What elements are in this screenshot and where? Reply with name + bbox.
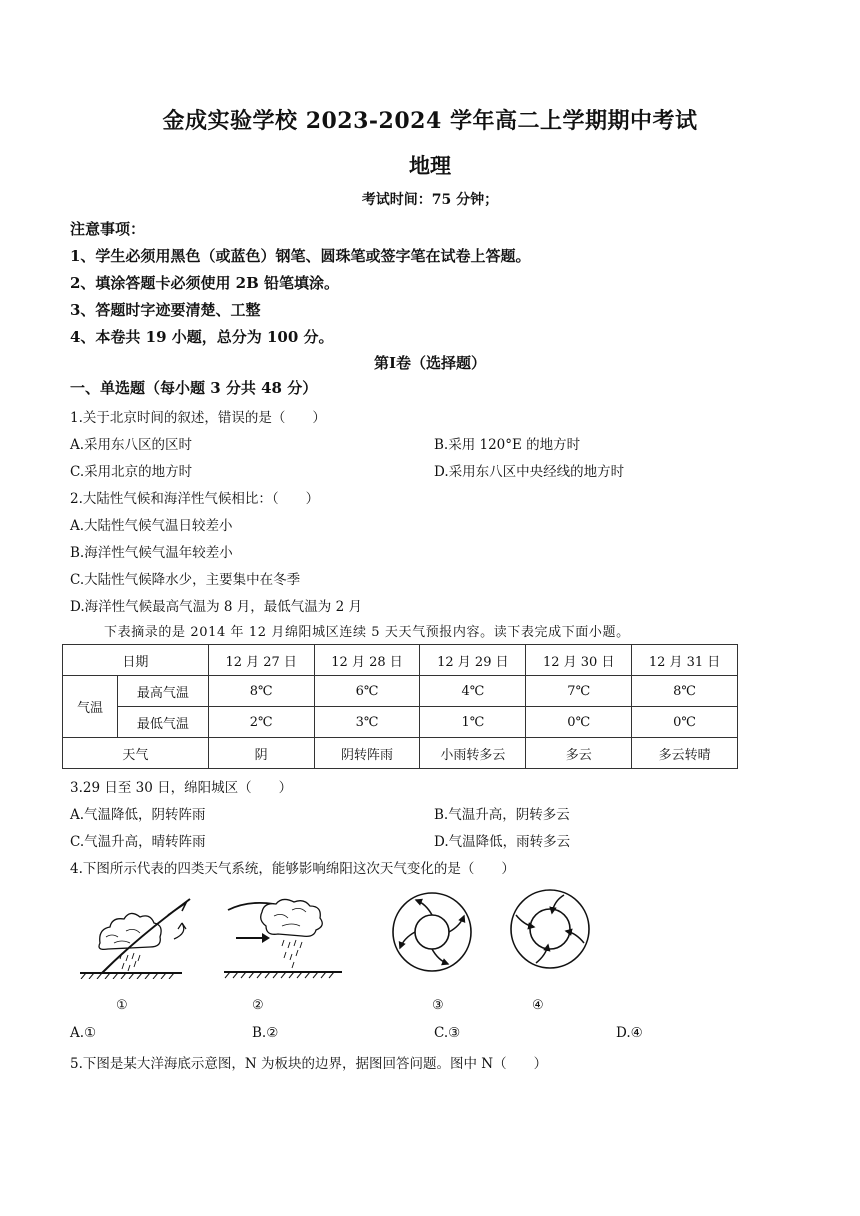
max-temp-cell: 7℃ [526,676,632,707]
question-2-option-a: A.大陆性气候气温日较差小 [70,518,233,534]
date-header-cell: 日期 [63,645,209,676]
section-title: 一、单选题（每小题 3 分共 48 分） [70,379,318,397]
min-temp-cell: 0℃ [632,707,738,738]
exam-title: 金成实验学校 2023-2024 学年高二上学期期中考试 [162,108,698,134]
max-temp-cell: 8℃ [632,676,738,707]
question-1-option-d: D.采用东八区中央经线的地方时 [434,464,625,480]
subject-title: 地理 [409,153,451,178]
table-row [63,676,738,707]
min-temp-cell: 0℃ [526,707,632,738]
figure-label-1: ① [116,998,128,1013]
question-3-option-c: C.气温升高，晴转阵雨 [70,834,206,850]
date-cell: 12 月 27 日 [208,645,314,676]
note-item: 3、答题时字迹要清楚、工整 [70,301,261,319]
question-3-option-b: B.气温升高，阴转多云 [434,807,570,823]
question-4-stem: 4.下图所示代表的四类天气系统，能够影响绵阳这次天气变化的是（ ） [70,861,515,877]
min-temp-cell: 3℃ [314,707,420,738]
table-row [63,707,738,738]
max-temp-cell: 4℃ [420,676,526,707]
warm-front-diagram [222,896,344,980]
min-temp-label-cell: 最低气温 [117,707,208,738]
question-4-option-c: C.③ [434,1025,461,1041]
question-4-option-a: A.① [70,1025,97,1041]
weather-cell: 小雨转多云 [420,738,526,769]
weather-cell: 阴转阵雨 [314,738,420,769]
cyclone-diagram [508,887,592,971]
weather-header-cell: 天气 [63,738,209,769]
max-temp-cell: 8℃ [208,676,314,707]
question-2-option-b: B.海洋性气候气温年较差小 [70,545,233,561]
figure-label-3: ③ [432,998,444,1013]
weather-cell: 阴 [208,738,314,769]
figure-label-4: ④ [532,998,544,1013]
note-item: 4、本卷共 19 小题，总分为 100 分。 [70,328,334,346]
weather-forecast-table [62,644,738,769]
question-3-option-a: A.气温降低，阴转阵雨 [70,807,206,823]
question-1-option-a: A.采用东八区的区时 [70,437,193,453]
date-cell: 12 月 31 日 [632,645,738,676]
anticyclone-diagram [390,890,474,974]
question-2-option-d: D.海洋性气候最高气温为 8 月，最低气温为 2 月 [70,599,362,615]
question-1-stem: 1.关于北京时间的叙述，错误的是（ ） [70,410,326,426]
min-temp-cell: 2℃ [208,707,314,738]
max-temp-cell: 6℃ [314,676,420,707]
table-row [63,645,738,676]
weather-cell: 多云转晴 [632,738,738,769]
weather-cell: 多云 [526,738,632,769]
question-4-option-b: B.② [252,1025,279,1041]
question-3-stem: 3.29 日至 30 日，绵阳城区（ ） [70,780,293,796]
date-cell: 12 月 30 日 [526,645,632,676]
question-1-option-b: B.采用 120°E 的地方时 [434,437,581,453]
question-2-option-c: C.大陆性气候降水少，主要集中在冬季 [70,572,301,588]
cold-front-diagram [78,893,196,979]
note-item: 1、学生必须用黑色（或蓝色）钢笔、圆珠笔或签字笔在试卷上答题。 [70,247,531,265]
max-temp-label-cell: 最高气温 [117,676,208,707]
question-5-stem: 5.下图是某大洋海底示意图，N 为板块的边界，据图回答问题。图中 N（ ） [70,1056,548,1072]
date-cell: 12 月 29 日 [420,645,526,676]
date-cell: 12 月 28 日 [314,645,420,676]
table-row [63,738,738,769]
min-temp-cell: 1℃ [420,707,526,738]
question-2-stem: 2.大陆性气候和海洋性气候相比：（ ） [70,491,320,507]
table-caption: 下表摘录的是 2014 年 12 月绵阳城区连续 5 天天气预报内容。读下表完成下面小题。 [104,625,630,640]
question-4-option-d: D.④ [616,1025,643,1041]
note-item: 2、填涂答题卡必须使用 2B 铅笔填涂。 [70,274,339,292]
part-title: 第Ⅰ卷（选择题） [373,354,487,372]
figure-label-2: ② [252,998,264,1013]
notes-heading: 注意事项： [70,220,146,238]
question-1-option-c: C.采用北京的地方时 [70,464,193,480]
question-3-option-d: D.气温降低，雨转多云 [434,834,571,850]
temperature-header-cell: 气温 [63,676,118,738]
exam-time: 考试时间：75 分钟； [361,192,499,208]
